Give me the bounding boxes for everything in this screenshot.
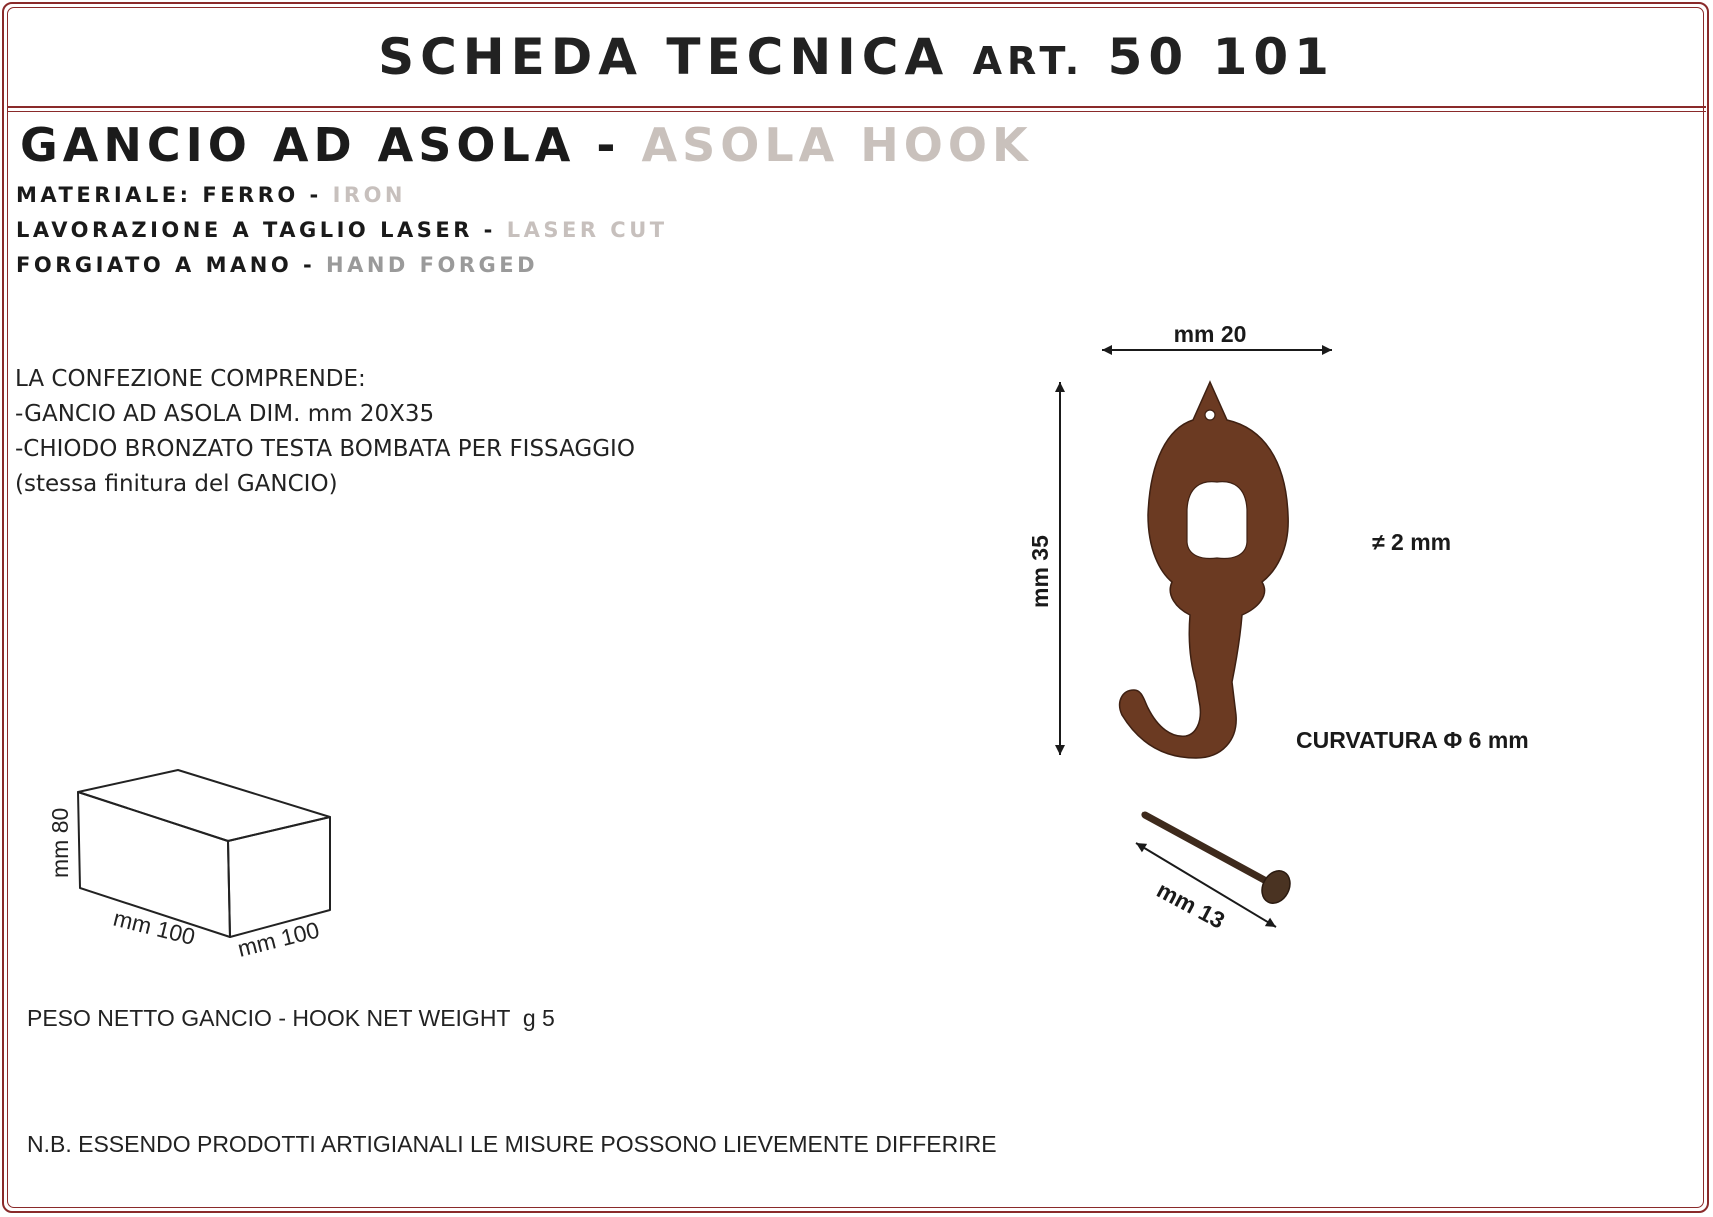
thickness-label: ≠ 2 mm (1372, 529, 1452, 555)
product-name-it: GANCIO AD ASOLA - (20, 118, 621, 172)
spec-value-en: IRON (332, 183, 407, 207)
header-divider (7, 106, 1706, 108)
document-title (0, 28, 1713, 86)
spec-label: LAVORAZIONE A TAGLIO LASER - (16, 218, 496, 242)
curvature-label: CURVATURA Φ 6 mm (1296, 727, 1529, 753)
box-top-face (78, 770, 330, 841)
hook-image (1120, 382, 1289, 758)
title-code: 50 101 (1107, 28, 1335, 86)
spec-value-en: HAND FORGED (326, 253, 539, 277)
width-dimension-label: mm 20 (1173, 321, 1247, 347)
box-length-label: mm 100 (110, 904, 198, 950)
height-dimension-label: mm 35 (1027, 535, 1053, 608)
title-main: SCHEDA TECNICA (378, 28, 950, 86)
spec-label: MATERIALE: FERRO - (16, 183, 322, 207)
disclaimer-note: N.B. ESSENDO PRODOTTI ARTIGIANALI LE MISURE POSSONO LIEVEMENTE DIFFERIRE (27, 1131, 997, 1157)
box-width-label: mm 100 (234, 916, 322, 962)
spec-value-en: LASER CUT (506, 218, 668, 242)
spec-label: FORGIATO A MANO - (16, 253, 316, 277)
package-heading: LA CONFEZIONE COMPRENDE: (15, 366, 366, 392)
spec-material (16, 183, 406, 207)
product-title (20, 118, 1033, 172)
title-art: ART. (972, 39, 1085, 83)
box-diagram (40, 760, 360, 960)
hook-drawing (1000, 310, 1452, 950)
box-height-label: mm 80 (47, 807, 73, 878)
package-contents (15, 362, 635, 502)
spec-forging (16, 253, 538, 277)
package-item: -GANCIO AD ASOLA DIM. mm 20X35 (15, 401, 435, 427)
spec-processing (16, 218, 668, 242)
nail-dimension-label: mm 13 (1152, 876, 1230, 934)
package-item: (stessa finitura del GANCIO) (15, 471, 338, 497)
net-weight: PESO NETTO GANCIO - HOOK NET WEIGHT g 5 (27, 1005, 555, 1031)
product-name-en: ASOLA HOOK (641, 118, 1033, 172)
package-item: -CHIODO BRONZATO TESTA BOMBATA PER FISSAGGIO (15, 436, 635, 462)
header-divider-inner (7, 111, 1706, 112)
